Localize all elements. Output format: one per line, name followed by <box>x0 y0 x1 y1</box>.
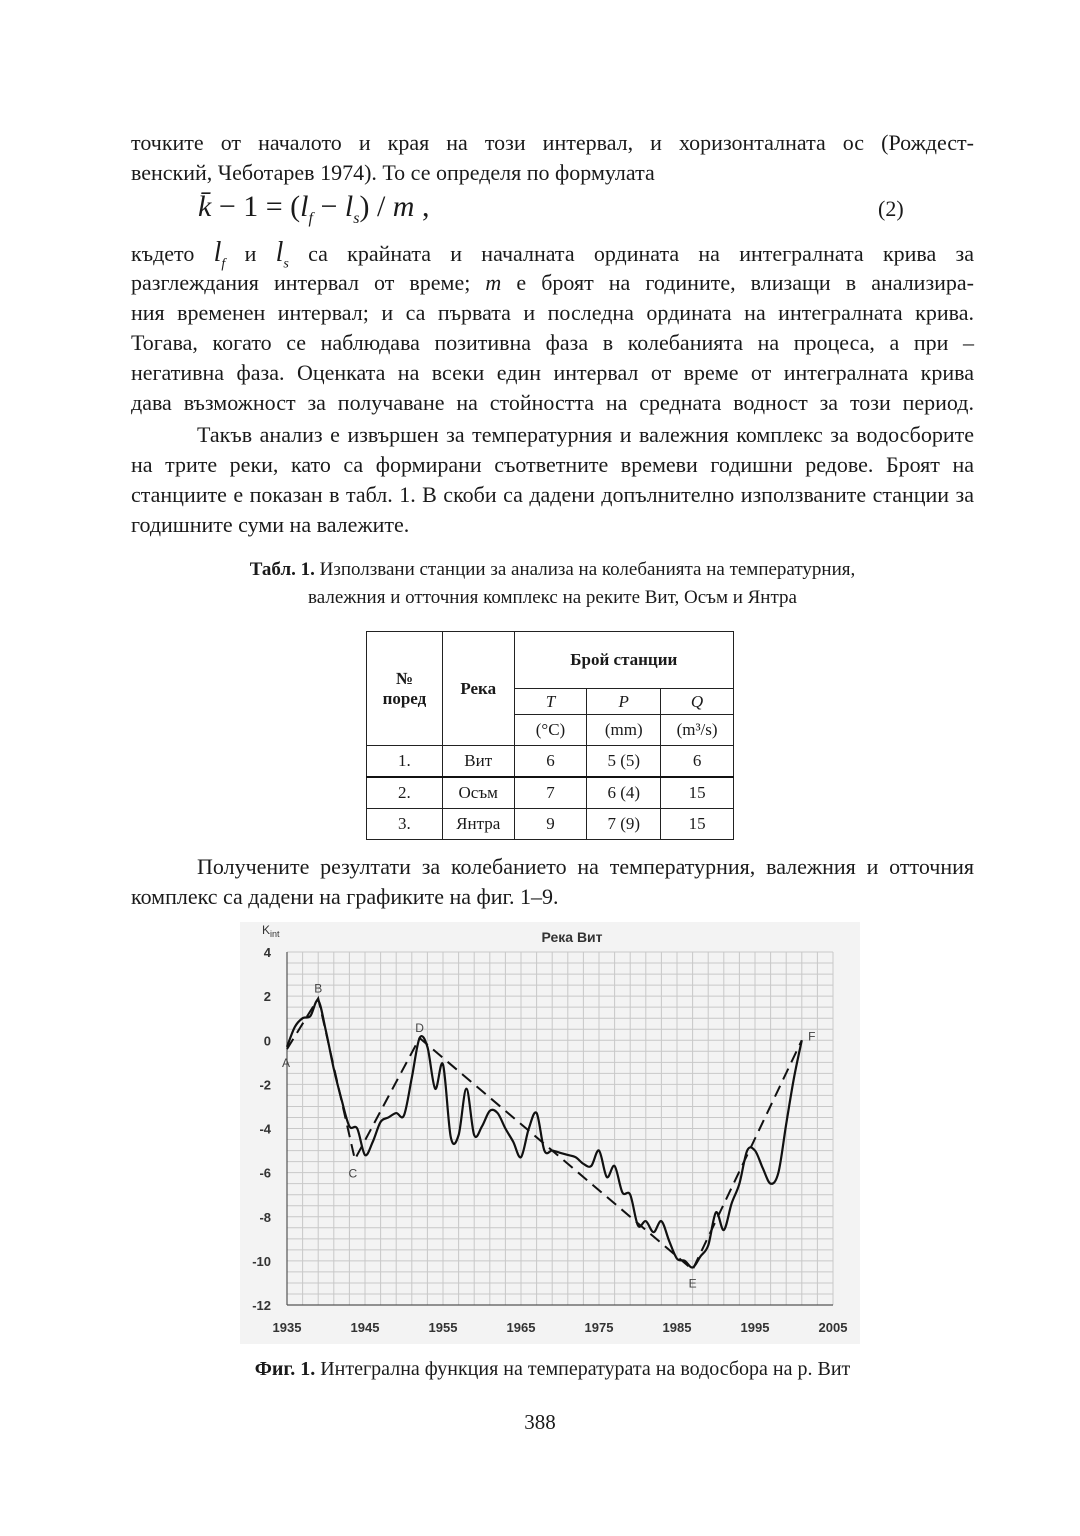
x-tick-label: 2005 <box>818 1320 848 1335</box>
unit-T: (°C) <box>514 715 587 746</box>
chart-title: Река Вит <box>541 929 603 945</box>
point-label-a: A <box>281 1056 291 1071</box>
unit-Q: (m³/s) <box>661 715 734 746</box>
paragraph-1-line-2: венский, Чеботарев 1974). То се определя по формулата <box>131 160 655 185</box>
cell-P: 6 (4) <box>587 777 661 809</box>
table-row <box>367 809 734 840</box>
cell-no: 1. <box>367 746 443 778</box>
x-tick-label: 1975 <box>584 1320 614 1335</box>
header-no: № поред <box>367 632 443 746</box>
paragraph-2-line-4: Тогава, когато се наблюдава позитивна фаза в колебанията на процеса, а при – <box>131 330 974 355</box>
cell-river: Янтра <box>442 809 514 840</box>
x-tick-label: 1955 <box>428 1320 458 1335</box>
table-row <box>367 746 734 778</box>
cell-T: 7 <box>514 777 587 809</box>
table-1 <box>366 631 734 840</box>
point-label-d: D <box>415 1021 424 1036</box>
y-tick-label: -10 <box>252 1253 271 1269</box>
cell-Q: 15 <box>661 809 734 840</box>
x-tick-label: 1995 <box>740 1320 770 1335</box>
x-tick-label: 1985 <box>662 1320 692 1335</box>
paragraph-2-line-5: негативна фаза. Оценката на всеки един интервал от време от интегралната крива <box>131 360 974 385</box>
paragraph-2-line-2: разглеждания интервал от време; m е броят на годините, влизащи в анализира- <box>131 270 974 295</box>
point-label-b: B <box>314 981 323 996</box>
x-tick-label: 1965 <box>506 1320 536 1335</box>
point-label-e: E <box>688 1276 697 1291</box>
y-tick-label: -2 <box>259 1077 271 1093</box>
cell-no: 2. <box>367 777 443 809</box>
cell-P: 5 (5) <box>587 746 661 778</box>
paragraph-3: Такъв анализ е извършен за температурния и валежния комплекс за водосборите на трите реки, като са формирани съответните времеви годишни редове. Броят на станциите е показан в табл. 1. В скоби са дадени допълнително използваните станции за годишните суми на валежите. <box>131 422 974 537</box>
header-river: Река <box>442 632 514 746</box>
paragraph-2-line-1: където $l_f$ и $l_s$ са крайната и началната ордината на интегралната крива за <box>131 237 975 272</box>
header-T: T <box>514 689 587 715</box>
cell-no: 3. <box>367 809 443 840</box>
cell-Q: 15 <box>661 777 734 809</box>
y-tick-label: 4 <box>263 945 271 960</box>
cell-P: 7 (9) <box>587 809 661 840</box>
formula-2: k̄ − $1 = (l_f - l_s) / m$ , <box>198 190 430 227</box>
figure-1-chart <box>240 922 860 1344</box>
cell-river: Вит <box>442 746 514 778</box>
point-label-f: F <box>808 1029 816 1044</box>
paragraph-2-line-6: дава възможност за получаване на стойността на средната водност за този период. <box>131 390 974 415</box>
y-tick-label: -12 <box>252 1298 271 1313</box>
cell-Q: 6 <box>661 746 734 778</box>
table-1-caption: Табл. 1. Използвани станции за анализа на колебанията на температурния, валежния и отточния комплекс на реките Вит, Осъм и Янтра <box>249 559 856 608</box>
y-tick-label: 0 <box>263 1033 271 1049</box>
page-number: 388 <box>524 1410 556 1434</box>
table-row <box>367 777 734 809</box>
paragraph-4: Получените резултати за колебанието на температурния, валежния и отточния комплекс са дадени на графиките на фиг. 1–9. <box>131 854 974 909</box>
y-tick-label: -4 <box>259 1121 271 1137</box>
unit-P: (mm) <box>587 715 661 746</box>
paragraph-2-line-3: ния временен интервал; и са първата и последна ордината на интегралната крива. <box>131 300 974 325</box>
header-Q: Q <box>661 689 734 715</box>
cell-T: 6 <box>514 746 587 778</box>
y-tick-label: -6 <box>259 1165 271 1181</box>
x-tick-label: 1945 <box>350 1320 380 1335</box>
figure-1-caption: Фиг. 1. Интегрална функция на температурата на водосбора на р. Вит <box>254 1358 851 1380</box>
paragraph-1-line-1: точките от началото и края на този интервал, и хоризонталната ос (Рождест- <box>131 130 974 155</box>
header-P: P <box>587 689 661 715</box>
point-label-c: C <box>348 1166 358 1181</box>
y-axis-label: $K_{int}$ <box>262 923 280 939</box>
header-station-count: Брой станции <box>514 632 733 689</box>
cell-river: Осъм <box>442 777 514 809</box>
x-tick-label: 1935 <box>272 1320 302 1335</box>
y-tick-label: -8 <box>259 1209 271 1225</box>
equation-number: (2) <box>878 196 904 221</box>
cell-T: 9 <box>514 809 587 840</box>
y-tick-label: 2 <box>263 989 271 1005</box>
